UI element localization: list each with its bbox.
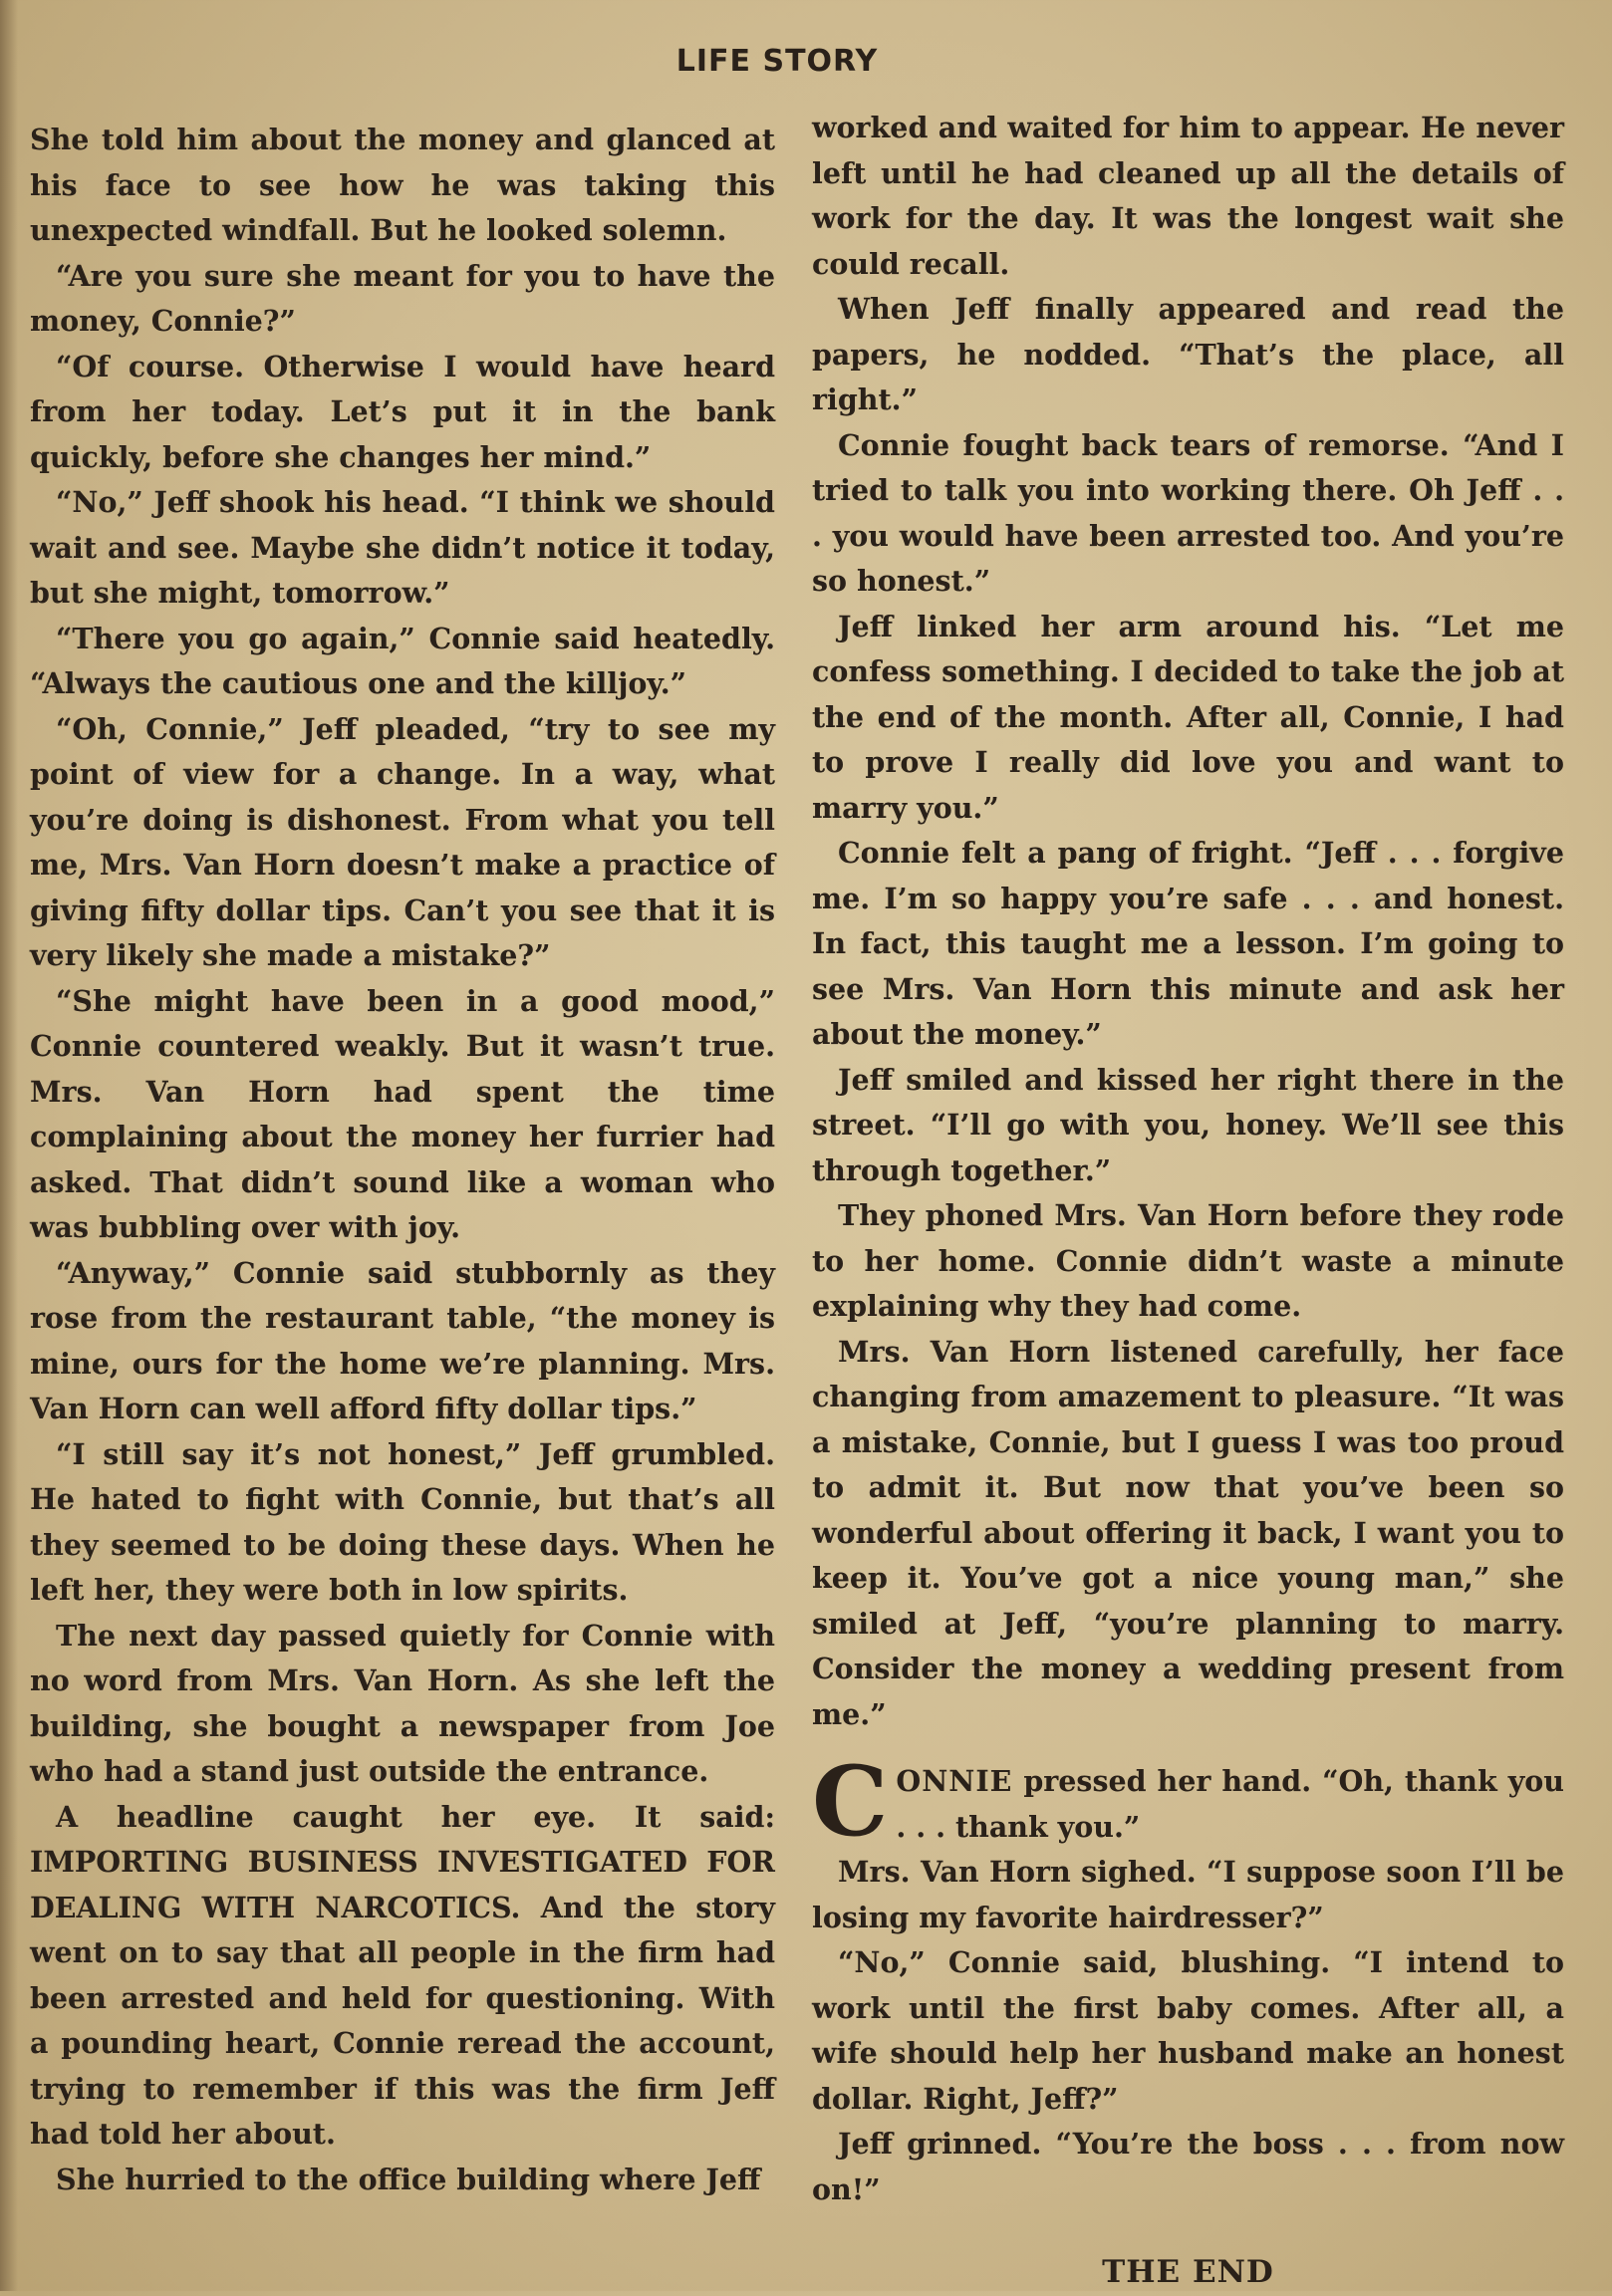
paragraph: Mrs. Van Horn listened carefully, her face changing from amazement to pleasure. “It was a mistake, Connie, but I guess I was too proud to admit it. But now that you’ve been so wonderful about offering it back, I want you to keep it. You’ve got a nice young man,” she smiled at Jeff, “you’re planning to marry. Consider the money a wedding present from me.” xyxy=(812,1334,1564,1731)
dropcap-paragraph xyxy=(812,1745,1564,1858)
paragraph: worked and waited for him to appear. He never left until he had cleaned up all the details of work for the day. It was the longest wait she could recall. xyxy=(812,111,1564,281)
paragraph: Jeff smiled and kissed her right there in the street. “I’ll go with you, honey. We’ll see this through together.” xyxy=(812,1062,1564,1187)
paragraph: She told him about the money and glanced at his face to see how he was taking this unexpected windfall. But he looked solemn. xyxy=(30,123,775,247)
paragraph: They phoned Mrs. Van Horn before they rode to her home. Connie didn’t waste a minute explaining why they had come. xyxy=(812,1198,1564,1323)
drop-cap: C xyxy=(812,1745,889,1858)
right-column xyxy=(812,106,1564,2296)
paragraph: “I still say it’s not honest,” Jeff grumbled. He hated to fight with Connie, but that’s all they seemed to be doing these days. When he left her, they were both in low spirits. xyxy=(30,1436,775,1607)
paragraph: She hurried to the office building where Jeff xyxy=(56,2162,761,2196)
paragraph: When Jeff finally appeared and read the papers, he nodded. “That’s the place, all right.” xyxy=(812,292,1564,416)
left-column xyxy=(30,118,775,2202)
paragraph: “There you go again,” Connie said heatedly. “Always the cautious one and the killjoy.” xyxy=(30,621,775,700)
paragraph: “Oh, Connie,” Jeff pleaded, “try to see my point of view for a change. In a way, what you’re doing is dishonest. From what you tell me, Mrs. Van Horn doesn’t make a practice of giving fifty dollar tips. Can’t you see that it is very likely she made a mistake?” xyxy=(30,711,775,972)
paragraph: “No,” Jeff shook his head. “I think we should wait and see. Maybe she didn’t notice it today, but she might, tomorrow.” xyxy=(30,485,775,610)
paragraph: Jeff grinned. “You’re the boss . . . from now on!” xyxy=(812,2127,1564,2206)
paragraph: Mrs. Van Horn sighed. “I suppose soon I’ll be losing my favorite hairdresser?” xyxy=(812,1855,1564,1934)
lead-word: ONNIE xyxy=(896,1764,1013,1798)
paragraph: Connie felt a pang of fright. “Jeff . . . forgive me. I’m so happy you’re safe . . . and honest. In fact, this taught me a lesson. I’m going to see Mrs. Van Horn this minute and ask her about the money.” xyxy=(812,836,1564,1051)
binding-shadow xyxy=(0,0,18,2291)
paragraph: The next day passed quietly for Connie with no word from Mrs. Van Horn. As she left the building, she bought a newspaper from Joe who had a stand just outside the entrance. xyxy=(30,1618,775,1788)
paragraph: “Of course. Otherwise I would have heard from her today. Let’s put it in the bank quickly, before she changes her mind.” xyxy=(30,349,775,474)
paragraph-text: pressed her hand. “Oh, thank you . . . thank you.” xyxy=(896,1764,1564,1844)
paragraph: “Anyway,” Connie said stubbornly as they rose from the restaurant table, “the money is mine, ours for the home we’re planning. Mrs. Van Horn can well afford fifty dollar tips.” xyxy=(30,1255,775,1425)
paragraph: Jeff linked her arm around his. “Let me confess something. I decided to take the job at the end of the month. After all, Connie, I had to prove I really did love you and want to marry you.” xyxy=(812,609,1564,825)
paragraph: “She might have been in a good mood,” Connie countered weakly. But it wasn’t true. Mrs. Van Horn had spent the time complaining about the money her furrier had asked. That didn’t sound like a woman who was bubbling over with joy. xyxy=(30,983,775,1244)
the-end: THE END xyxy=(1102,2254,1274,2290)
paragraph: “Are you sure she meant for you to have the money, Connie?” xyxy=(30,258,775,338)
paragraph: “No,” Connie said, blushing. “I intend to work until the first baby comes. After all, a wife should help her husband make an honest dollar. Right, Jeff?” xyxy=(812,1945,1564,2116)
paragraph-headline: A headline caught her eye. It said: IMPORTING BUSINESS INVESTIGATED FOR DEALING WITH NARCOTICS. And the story went on to say that all people in the firm had been arrested and held for questioning. With a pounding heart, Connie reread the account, trying to remember if this was the firm Jeff had told her about. xyxy=(30,1799,775,2151)
paragraph: Connie fought back tears of remorse. “And I tried to talk you into working there. Oh Jeff . . . you would have been arrested too. And you’re so honest.” xyxy=(812,427,1564,598)
running-head: LIFE STORY xyxy=(675,44,879,79)
